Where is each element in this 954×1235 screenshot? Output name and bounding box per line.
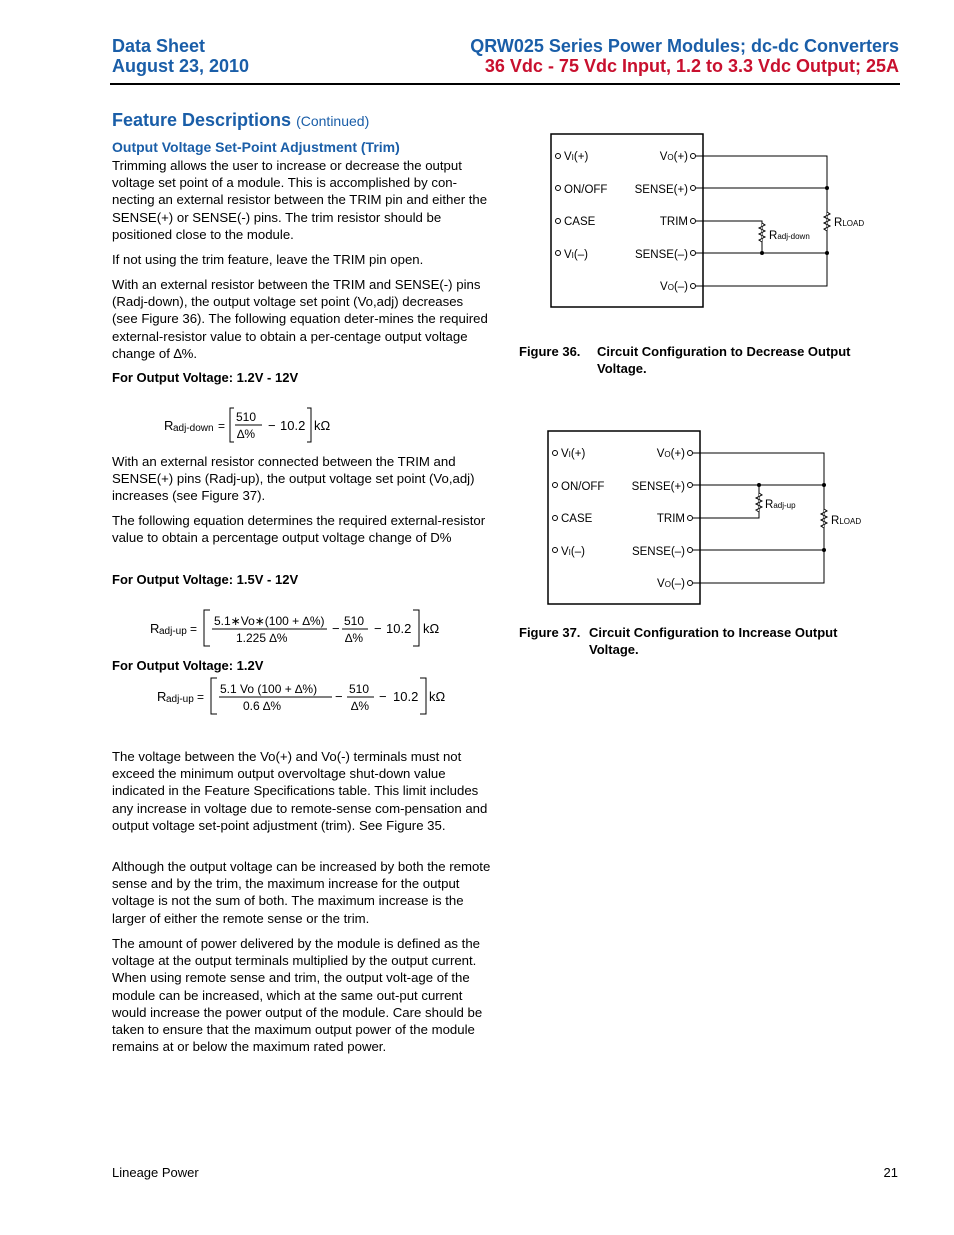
doc-date: August 23, 2010 bbox=[112, 56, 250, 76]
header-rule bbox=[110, 83, 900, 85]
eq2-num1: 5.1∗Vo∗(100 + ∆%) bbox=[214, 614, 325, 628]
eq3-minus1: − bbox=[335, 689, 343, 704]
eq1-num: 510 bbox=[236, 410, 257, 424]
svg-text:VO(–): VO(–) bbox=[660, 281, 688, 293]
paragraph-2 bbox=[112, 251, 492, 268]
fig37-pin-vi-plus bbox=[553, 448, 586, 460]
eq3-sub: adj-up bbox=[166, 694, 194, 705]
eq1-bracket-right bbox=[307, 408, 311, 442]
svg-text:VO(–): VO(–) bbox=[657, 578, 685, 590]
eq2-minus2: − bbox=[374, 621, 382, 636]
fig36-wires bbox=[696, 156, 827, 286]
fig37-rload-label: RLOAD bbox=[831, 515, 862, 527]
svg-text:VI(–): VI(–) bbox=[561, 546, 585, 558]
header-right bbox=[470, 36, 899, 76]
svg-text:TRIM: TRIM bbox=[656, 513, 685, 525]
fig37-wires bbox=[693, 453, 824, 583]
svg-text:SENSE(–): SENSE(–) bbox=[631, 546, 685, 558]
equation-radj-up-1 bbox=[146, 606, 456, 650]
equation-radj-down bbox=[160, 402, 360, 446]
svg-text:VI(+): VI(+) bbox=[561, 448, 586, 460]
eq2-den2: ∆% bbox=[345, 631, 364, 645]
paragraph-3 bbox=[112, 276, 492, 362]
fig37-caption-text: Circuit Configuration to Increase Output Voltage. bbox=[589, 625, 838, 657]
figure-37-circuit bbox=[537, 422, 887, 612]
eq1-sub: adj-down bbox=[173, 423, 214, 434]
eq2-r: R bbox=[150, 621, 160, 636]
svg-text:SENSE(+): SENSE(+) bbox=[634, 184, 688, 196]
fig37-node-1 bbox=[822, 483, 826, 487]
figure-36-circuit bbox=[540, 125, 890, 315]
eq3-num1: 5.1 Vo (100 + ∆%) bbox=[220, 682, 318, 696]
fig36-pin-vo-plus bbox=[660, 151, 696, 163]
svg-text:SENSE(–): SENSE(–) bbox=[634, 249, 688, 261]
fig37-radj-resistor bbox=[756, 493, 762, 512]
svg-text:VI(+): VI(+) bbox=[564, 151, 589, 163]
subsection-title: Output Voltage Set-Point Adjustment (Trim) bbox=[112, 139, 400, 155]
label-1: For Output Voltage: 1.2V - 12V bbox=[112, 370, 299, 385]
paragraph-2-text: If not using the trim feature, leave the TRIM pin open. bbox=[112, 252, 424, 267]
label-3: For Output Voltage: 1.2V bbox=[112, 658, 264, 673]
svg-text:CASE: CASE bbox=[561, 513, 593, 525]
eq3-unit: kΩ bbox=[429, 689, 446, 704]
fig36-node-1 bbox=[825, 186, 829, 190]
svg-text:ON/OFF: ON/OFF bbox=[564, 184, 608, 196]
fig37-radj-label: Radj-up bbox=[765, 499, 796, 511]
eq3-den1: 0.6 ∆% bbox=[243, 699, 282, 713]
equation-radj-up-2 bbox=[153, 674, 453, 718]
fig37-pin-sense-plus bbox=[632, 481, 693, 493]
eq2-sub: adj-up bbox=[159, 626, 187, 637]
fig37-node-2 bbox=[822, 548, 826, 552]
eq1-unit: kΩ bbox=[314, 418, 331, 433]
fig37-pin-on-off bbox=[553, 481, 605, 493]
svg-text:SENSE(+): SENSE(+) bbox=[631, 481, 685, 493]
paragraph-5 bbox=[112, 512, 492, 546]
doc-type: Data Sheet bbox=[112, 36, 206, 56]
product-subtitle: 36 Vdc - 75 Vdc Input, 1.2 to 3.3 Vdc Output; 25A bbox=[484, 56, 899, 76]
fig36-pin-case bbox=[556, 216, 596, 228]
fig37-pin-trim bbox=[657, 513, 693, 525]
fig37-caption-num: Figure 37. bbox=[519, 625, 581, 640]
paragraph-8-text: The amount of power delivered by the module is defined as the voltage at the output terminals multiplied by the output current. When using remote sense and trim, the output volt-age of the module can be increased, which at the same out-put current would increase the power output of the module. Care should be taken to ensure that the maximum output power of the module remains at or below the maximum rated power. bbox=[112, 936, 483, 1055]
eq3-bracket-left bbox=[211, 678, 217, 714]
eq3-den2: ∆% bbox=[351, 699, 370, 713]
eq2-bracket-left bbox=[204, 610, 210, 646]
paragraph-3-text: With an external resistor between the TRIM and SENSE(-) pins (Radj-down), the output voltage set point (Vo,adj) decreases (see Figure 36). The following equation deter-mines the required external-resistor value to obtain a per-centage output voltage change of ∆%. bbox=[112, 277, 488, 361]
svg-text:VO(+): VO(+) bbox=[656, 448, 685, 460]
eq3-r: R bbox=[157, 689, 167, 704]
section-title-text: Feature Descriptions bbox=[112, 110, 292, 130]
section-title-suffix: (Continued) bbox=[296, 113, 370, 129]
fig37-pin-vo-minus bbox=[657, 578, 692, 590]
eq1-equals: = bbox=[218, 419, 226, 433]
eq2-den1: 1.225 ∆% bbox=[236, 631, 288, 645]
figure-36-caption bbox=[519, 343, 899, 377]
fig36-node-2 bbox=[825, 251, 829, 255]
eq2-equals: = bbox=[190, 622, 198, 636]
paragraph-4 bbox=[112, 453, 492, 505]
fig36-rload-resistor bbox=[824, 212, 830, 231]
fig37-pin-vi-minus bbox=[553, 546, 586, 558]
fig36-pin-trim bbox=[660, 216, 696, 228]
fig36-pin-sense-minus bbox=[635, 249, 696, 261]
eq2-minus1: − bbox=[332, 621, 340, 636]
eq1-den: ∆% bbox=[237, 427, 256, 441]
paragraph-1-text: Trimming allows the user to increase or decrease the output voltage set point of a module. This is accomplished by con-necting an external resistor between the TRIM pin and either the SENSE(+) or SENSE(-) pins. The trim resistor should be positioned close to the module. bbox=[112, 158, 488, 242]
paragraph-5-text: The following equation determines the required external-resistor value to obtain a percentage output voltage change of D% bbox=[112, 513, 486, 546]
fig36-caption-num: Figure 36. bbox=[519, 344, 581, 359]
svg-text:ON/OFF: ON/OFF bbox=[561, 481, 605, 493]
footer-company: Lineage Power bbox=[112, 1165, 199, 1180]
fig36-radj-resistor bbox=[759, 223, 765, 242]
label-2: For Output Voltage: 1.5V - 12V bbox=[112, 572, 299, 587]
eq3-equals: = bbox=[197, 690, 205, 704]
eq2-num2: 510 bbox=[344, 614, 365, 628]
paragraph-8 bbox=[112, 935, 492, 1055]
fig36-node-3 bbox=[760, 251, 764, 255]
paragraph-7 bbox=[112, 858, 492, 927]
eq3-bracket-right bbox=[420, 678, 426, 714]
fig37-pin-vo-plus bbox=[657, 448, 693, 460]
fig37-rload-resistor bbox=[821, 509, 827, 528]
fig37-pin-case bbox=[553, 513, 593, 525]
eq1-r: R bbox=[164, 418, 174, 433]
product-title: QRW025 Series Power Modules; dc-dc Converters bbox=[470, 36, 899, 56]
eq2-unit: kΩ bbox=[423, 621, 440, 636]
fig36-pin-sense-plus bbox=[635, 184, 696, 196]
eq1-bracket-left bbox=[230, 408, 234, 442]
paragraph-6 bbox=[112, 748, 492, 834]
svg-text:VO(+): VO(+) bbox=[659, 151, 688, 163]
svg-text:VI(–): VI(–) bbox=[564, 249, 588, 261]
fig36-caption-text: Circuit Configuration to Decrease Output Voltage. bbox=[597, 344, 851, 376]
figure-37-caption bbox=[519, 624, 899, 658]
header-left bbox=[112, 36, 249, 76]
paragraph-1 bbox=[112, 157, 492, 243]
fig36-radj-label: Radj-down bbox=[769, 230, 810, 242]
fig36-pin-vi-minus bbox=[556, 249, 589, 261]
paragraph-6-text: The voltage between the Vo(+) and Vo(-) terminals must not exceed the minimum output overvoltage shut-down value indicated in the Feature Specifications table. This limit includes any increase in voltage due to remote-sense com-pensation and output voltage set-point adjustment (trim). See Figure 35. bbox=[112, 749, 488, 833]
fig36-pin-on-off bbox=[556, 184, 608, 196]
paragraph-4-text: With an external resistor connected between the TRIM and SENSE(+) pins (Radj-up), the output voltage set point (Vo,adj) increases (see Figure 37). bbox=[112, 454, 475, 504]
fig36-pin-vi-plus bbox=[556, 151, 589, 163]
fig36-pin-vo-minus bbox=[660, 281, 695, 293]
fig37-node-3 bbox=[757, 483, 761, 487]
eq2-bracket-right bbox=[413, 610, 419, 646]
fig36-rload-label: RLOAD bbox=[834, 217, 865, 229]
svg-text:TRIM: TRIM bbox=[659, 216, 688, 228]
eq2-const: 10.2 bbox=[386, 621, 412, 636]
eq1-const: 10.2 bbox=[280, 418, 306, 433]
section-title bbox=[112, 110, 369, 131]
eq3-minus2: − bbox=[379, 689, 387, 704]
svg-text:CASE: CASE bbox=[564, 216, 596, 228]
fig37-pin-sense-minus bbox=[632, 546, 693, 558]
eq1-minus: − bbox=[268, 418, 276, 433]
footer-page-number: 21 bbox=[883, 1165, 898, 1180]
eq3-const: 10.2 bbox=[393, 689, 419, 704]
eq3-num2: 510 bbox=[349, 682, 370, 696]
paragraph-7-text: Although the output voltage can be increased by both the remote sense and by the trim, the maximum increase for the output voltage is not the sum of both. The maximum increase is the larger of either the remote sense or the trim. bbox=[112, 859, 491, 926]
